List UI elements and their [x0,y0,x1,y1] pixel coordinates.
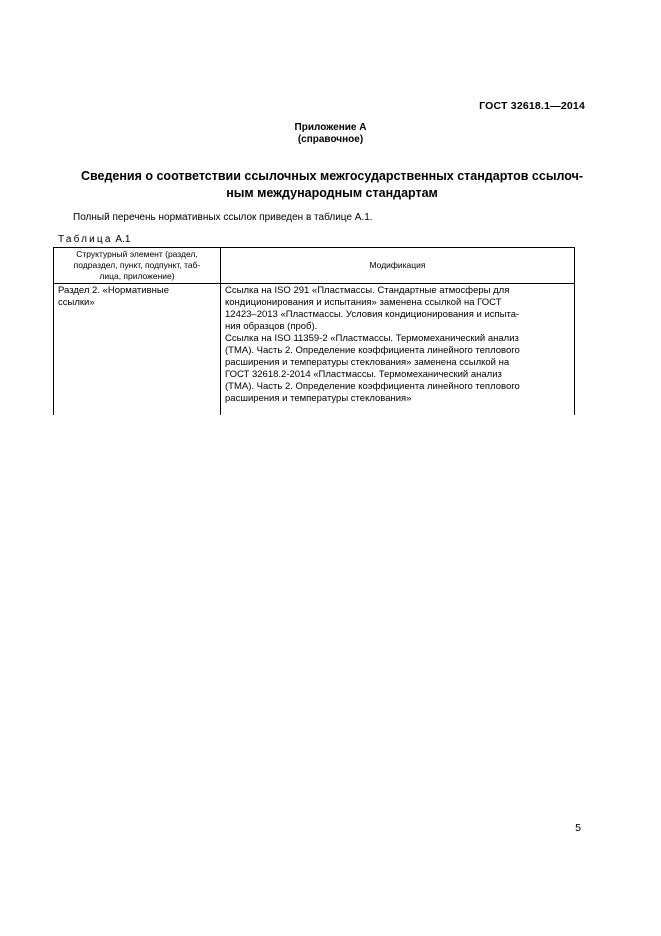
column-header-element: Структурный элемент (раздел, подраздел, пункт, подпункт, таб- лица, приложение) [54,248,221,284]
table-caption [58,234,130,245]
appendix-subtitle: (справочное) [297,134,364,145]
intro-paragraph: Полный перечень нормативных ссылок приведен в таблице А.1. [73,212,373,223]
table-header-row [54,248,575,284]
document-code: ГОСТ 32618.1—2014 [479,100,585,112]
reference-table [53,247,575,415]
cell-structural-element: Раздел 2. «Нормативные ссылки» [54,284,221,416]
table-caption-number: А.1 [115,234,131,245]
cell-modification: Ссылка на ISO 291 «Пластмассы. Стандартные атмосферы для кондиционирования и испытания» заменена ссылкой на ГОСТ 12423–2013 «Пластмассы. Условия кондиционирования и испыта- ния образцов (проб). Ссылка на ISO 11359-2 «Пластмассы. Термомеханический анализ (ТМА). Часть 2. Определение коэффициента линейного теплового расширения и температуры стеклования» заменена ссылкой на ГОСТ 32618.2-2014 «Пластмассы. Термомеханический анализ (ТМА). Часть 2. Определение коэффициента линейного теплового расширения и температуры стеклования» [221,284,575,416]
column-header-modification: Модификация [221,248,575,284]
section-heading: Сведения о соответствии ссылочных межгосударственных стандартов ссылоч- ным международным стандартам [80,169,584,200]
appendix-title-block [0,122,661,146]
table-row [54,284,575,416]
table-caption-word: Таблица [58,234,113,245]
appendix-title: Приложение А [294,122,367,133]
page-number: 5 [575,822,581,834]
